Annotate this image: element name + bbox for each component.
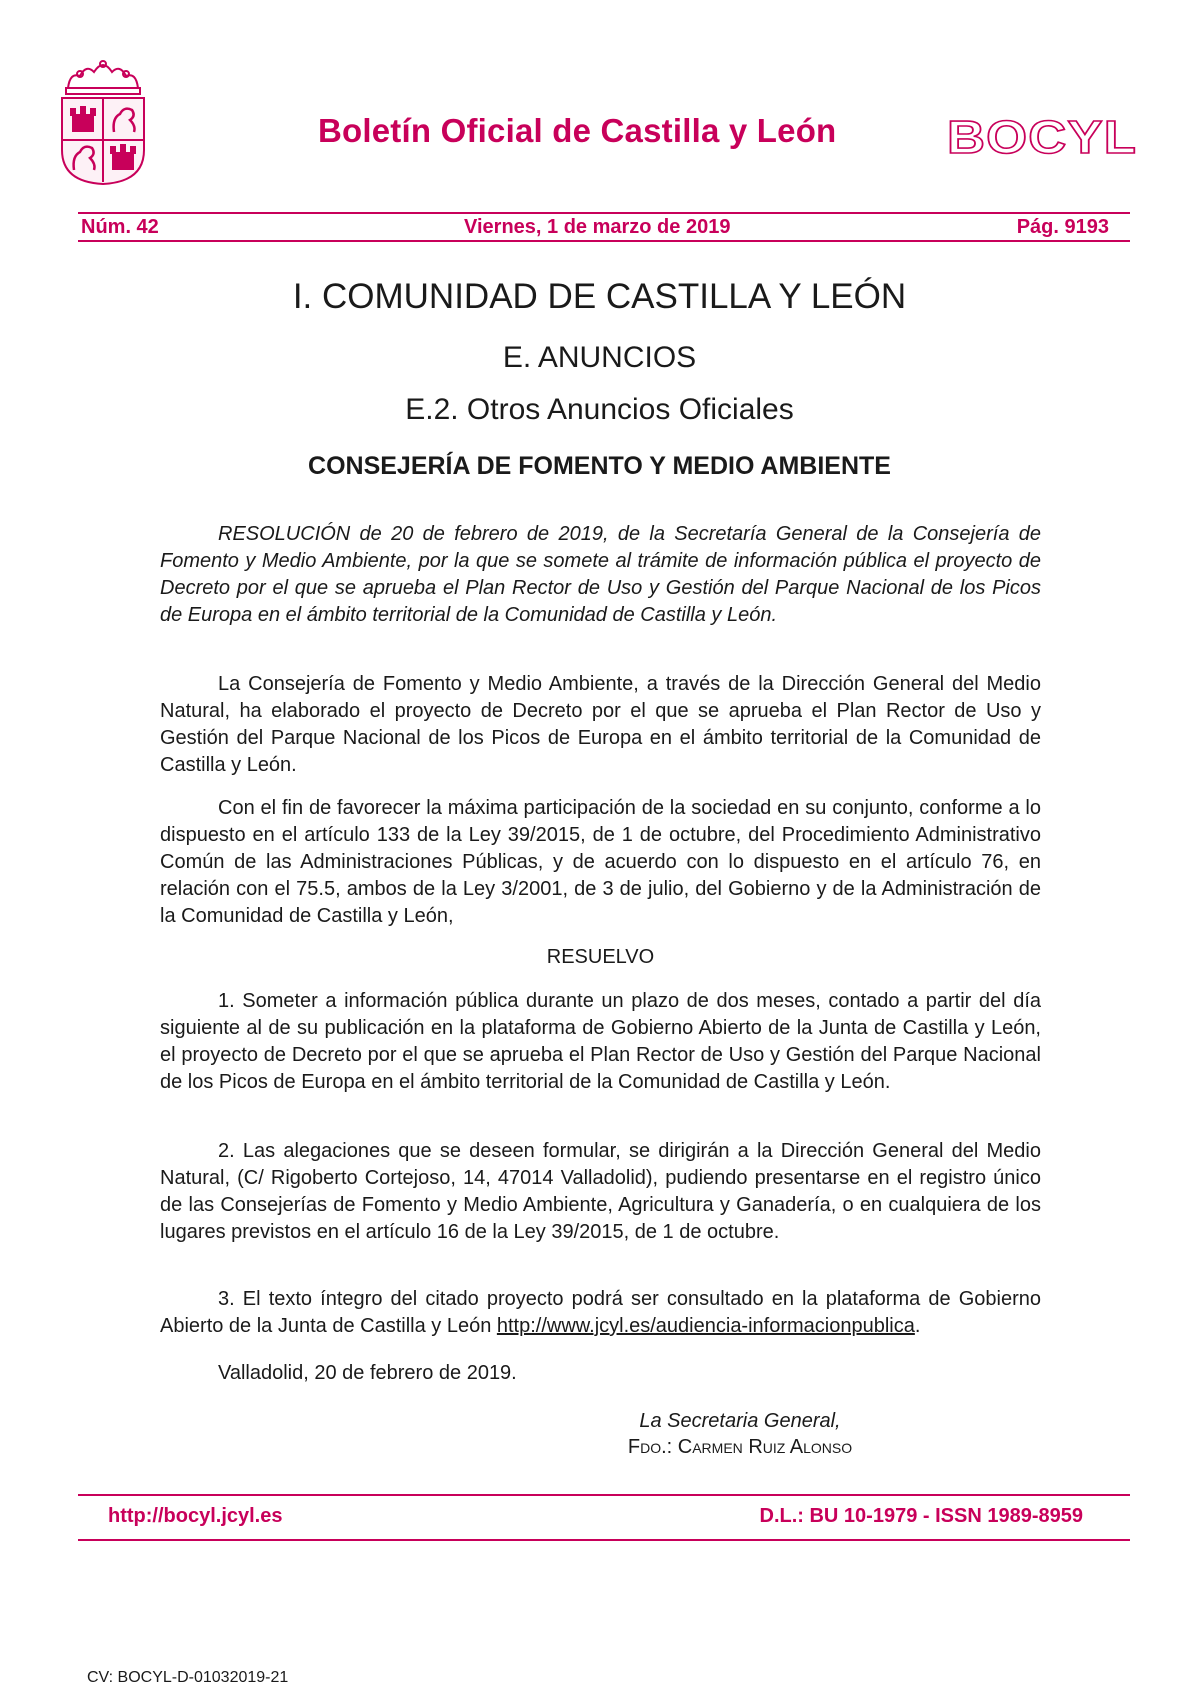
- signature-role: La Secretaria General,: [639, 1410, 841, 1432]
- resolution-item-3-text: 3. El texto íntegro del citado proyecto podrá ser consultado en la plataforma de Gobierno Abierto de la Junta de Castilla y León: [160, 1288, 1041, 1337]
- header-rule-bottom: [78, 240, 1130, 242]
- department-title: CONSEJERÍA DE FOMENTO Y MEDIO AMBIENTE: [308, 452, 891, 480]
- bocyl-logo-text: BOCYL: [947, 114, 1137, 158]
- header-rule-top: [78, 212, 1130, 214]
- issue-date: Viernes, 1 de marzo de 2019: [464, 216, 731, 238]
- footer-rule-bottom: [78, 1539, 1130, 1541]
- resolution-item-3-end: .: [914, 1315, 921, 1337]
- verification-code: CV: BOCYL-D-01032019-21: [87, 1669, 289, 1686]
- bulletin-title: Boletín Oficial de Castilla y León: [318, 112, 837, 149]
- footer-rule-top: [78, 1494, 1130, 1496]
- resolution-summary: RESOLUCIÓN de 20 de febrero de 2019, de la Secretaría General de la Consejería de Fomento y Medio Ambiente, por la que se somete al trámite de información pública el proyecto de Decreto por el que se aprueba el Plan Rector de Uso y Gestión del Parque Nacional de los Picos de Europa en el ámbito territorial de la Comunidad de Castilla y León.: [160, 523, 1041, 626]
- resolution-item-3: [160, 1286, 1041, 1340]
- intro-paragraph: La Consejería de Fomento y Medio Ambiente, a través de la Dirección General del Medio Natural, ha elaborado el proyecto de Decreto por el que se aprueba el Plan Rector de Uso y Gestión del Parque Nacional de los Picos de Europa en el ámbito territorial de la Comunidad de Castilla y León.: [160, 673, 1041, 776]
- resolution-item-2: 2. Las alegaciones que se deseen formular, se dirigirán a la Dirección General del Medio Natural, (C/ Rigoberto Cortejoso, 14, 47014 Valladolid), pudiendo presentarse en el registro único de las Consejerías de Fomento y Medio Ambiente, Agricultura y Ganadería, o en cualquiera de los lugares previstos en el artículo 16 de la Ley 39/2015, de 1 de octubre.: [160, 1140, 1041, 1243]
- page-number: Pág. 9193: [1016, 216, 1109, 238]
- subsubsection-title: E.2. Otros Anuncios Oficiales: [405, 393, 794, 426]
- audiencia-link[interactable]: http://www.jcyl.es/audiencia-informacionpublica: [496, 1315, 915, 1337]
- footer-url-link[interactable]: http://bocyl.jcyl.es: [108, 1505, 283, 1527]
- footer-legal-deposit: D.L.: BU 10-1979 - ISSN 1989-8959: [759, 1505, 1083, 1527]
- resolution-item-1: 1. Someter a información pública durante un plazo de dos meses, contado a partir del día siguiente al de su publicación en la plataforma de Gobierno Abierto de la Junta de Castilla y León, el proyecto de Decreto por el que se aprueba el Plan Rector de Uso y Gestión del Parque Nacional de los Picos de Europa en el ámbito territorial de la Comunidad de Castilla y León.: [160, 990, 1041, 1093]
- resolve-heading: RESUELVO: [546, 946, 655, 968]
- place-date: Valladolid, 20 de febrero de 2019.: [218, 1362, 517, 1384]
- signature-name: Fdo.: Carmen Ruiz Alonso: [627, 1436, 853, 1458]
- castilla-leon-coat-of-arms-icon: [58, 58, 148, 186]
- section-title: I. COMUNIDAD DE CASTILLA Y LEÓN: [292, 277, 907, 316]
- issue-number: Núm. 42: [81, 216, 159, 238]
- subsection-title: E. ANUNCIOS: [502, 341, 697, 374]
- legal-basis-paragraph: Con el fin de favorecer la máxima participación de la sociedad en su conjunto, conforme a lo dispuesto en el artículo 133 de la Ley 39/2015, de 1 de octubre, del Procedimiento Administrativo Común de las Administraciones Públicas, y de acuerdo con lo dispuesto en el artículo 76, en relación con el 75.5, ambos de la Ley 3/2001, de 3 de julio, del Gobierno y de la Administración de la Comunidad de Castilla y León,: [160, 797, 1041, 927]
- bocyl-logo: [944, 114, 1140, 158]
